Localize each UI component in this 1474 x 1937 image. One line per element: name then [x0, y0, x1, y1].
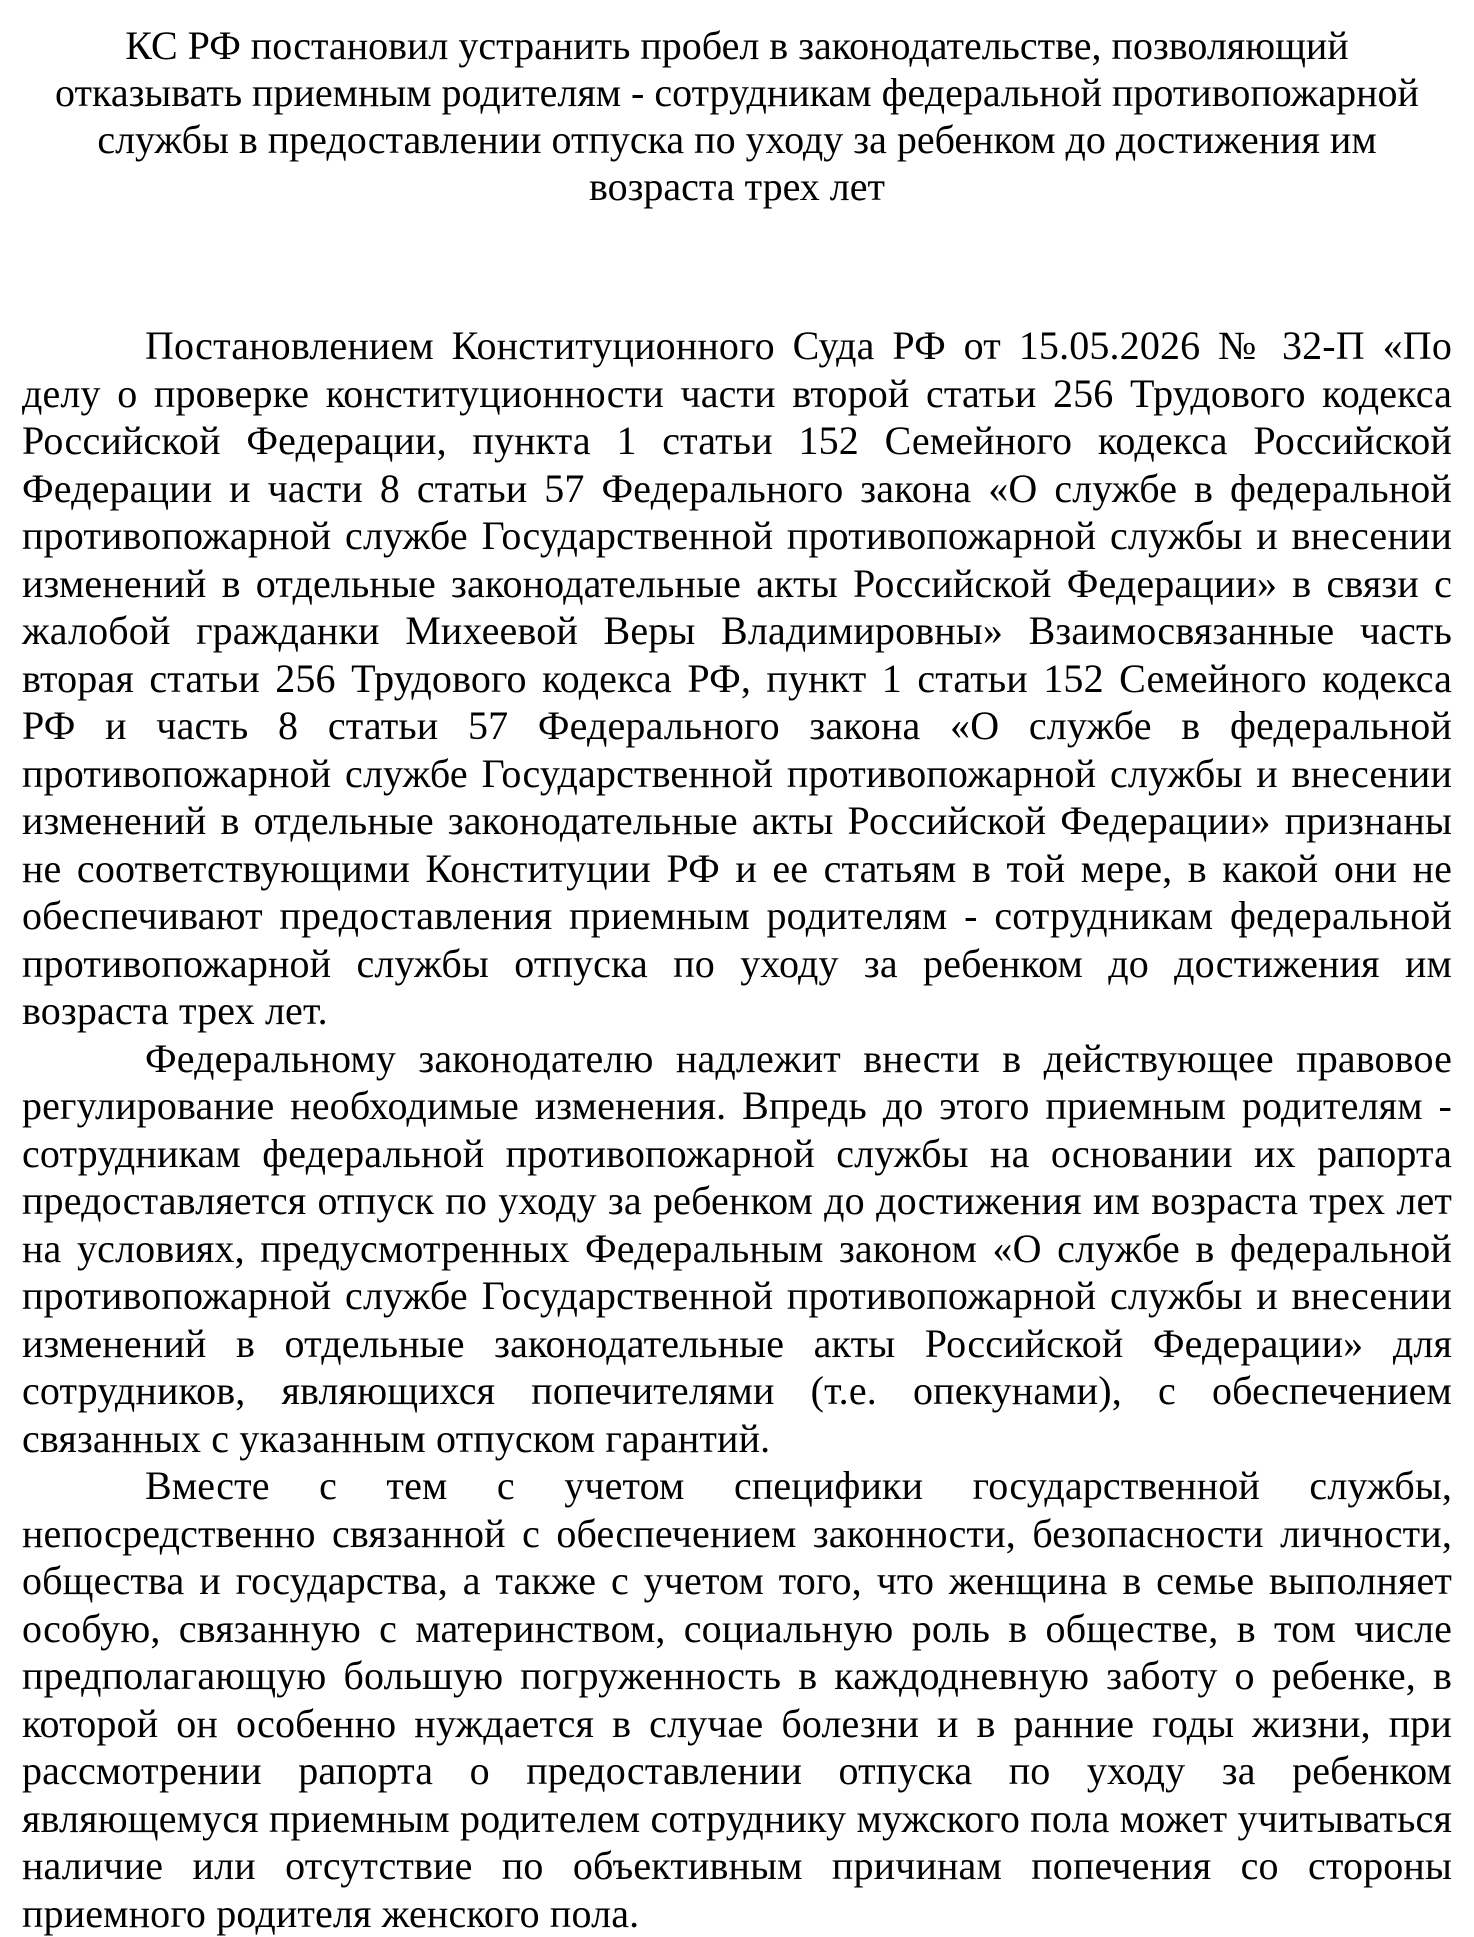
document-page — [22, 22, 1452, 1937]
paragraph-ruling: Постановлением Конституционного Суда РФ от 15.05.2026 № 32-П «По делу о проверке конституционности части второй статьи 256 Трудового кодекса Российской Федерации, пункта 1 статьи 152 Семейного кодекса Российской Федерации и части 8 статьи 57 Федерального закона «О службе в федеральной противопожарной службе Государственной противопожарной службы и внесении изменений в отдельные законодательные акты Российской Федерации» в связи с жалобой гражданки Михеевой Веры Владимировны» Взаимосвязанные часть вторая статьи 256 Трудового кодекса РФ, пункт 1 статьи 152 Семейного кодекса РФ и часть 8 статьи 57 Федерального закона «О службе в федеральной противопожарной службе Государственной противопожарной службы и внесении изменений в отдельные законодательные акты Российской Федерации» признаны не соответствующими Конституции РФ и ее статьям в той мере, в какой они не обеспечивают предоставления приемным родителям - сотрудникам федеральной противопожарной службы отпуска по уходу за ребенком до достижения им возраста трех лет. — [22, 323, 1452, 1033]
document-body — [22, 322, 1452, 1937]
document-title: КС РФ постановил устранить пробел в законодательстве, позволяющий отказывать приемным родителям - сотрудникам федеральной противопожарной службы в предоставлении отпуска по уходу за ребенком до достижения им возраста трех лет — [55, 23, 1419, 209]
paragraph-legislator-duty: Федеральному законодателю надлежит внести в действующее правовое регулирование необходимые изменения. Впредь до этого приемным родителям - сотрудникам федеральной противопожарной службы на основании их рапорта предоставляется отпуск по уходу за ребенком до достижения им возраста трех лет на условиях, предусмотренных Федеральным законом «О службе в федеральной противопожарной службе Государственной противопожарной службы и внесении изменений в отдельные законодательные акты Российской Федерации» для сотрудников, являющихся попечителями (т.е. опекунами), с обеспечением связанных с указанным отпуском гарантий. — [22, 1035, 1452, 1461]
paragraph-considerations: Вместе с тем с учетом специфики государственной службы, непосредственно связанной с обеспечением законности, безопасности личности, общества и государства, а также с учетом того, что женщина в семье выполняет особую, связанную с материнством, социальную роль в обществе, в том числе предполагающую большую погруженность в каждодневную заботу о ребенке, в которой он особенно нуждается в случае болезни и в ранние годы жизни, при рассмотрении рапорта о предоставлении отпуска по уходу за ребенком являющемуся приемным родителем сотруднику мужского пола может учитываться наличие или отсутствие по объективным причинам попечения со стороны приемного родителя женского пола. — [22, 1463, 1452, 1936]
